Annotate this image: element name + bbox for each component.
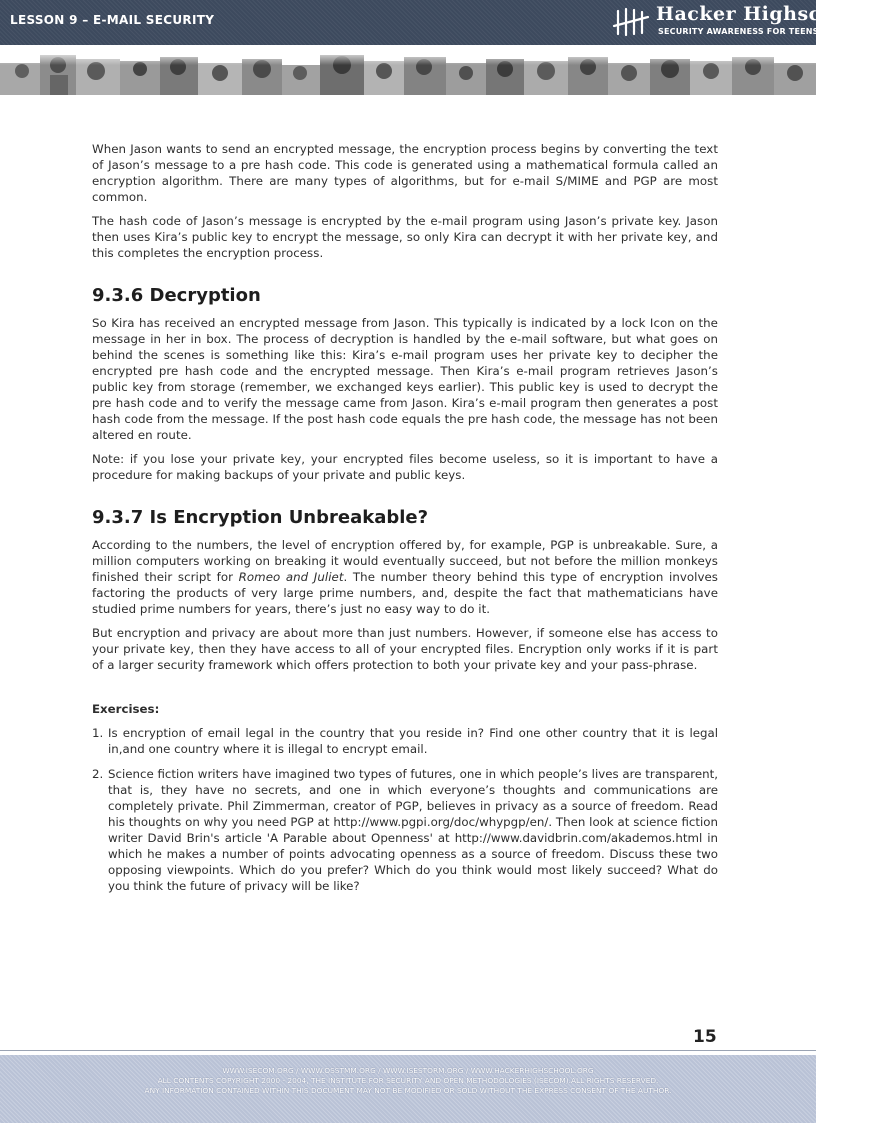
exercise-text: Science fiction writers have imagined two types of futures, one in which people’s lives are transparent, that is, they have no secrets, and one in which everyone’s thoughts and communications are completely private. Phil Zimmerman, creator of PGP, believes in privacy as a source of freedom. Read his thoughts on why you need PGP at http://www.pgpi.org/doc/whypgp/en/. Then look at science fiction writer David Brin's article 'A Parable about Openness' at http://www.davidbrin.com/akademos.html in which he makes a number of points advocating openness as a source of freedom. Discuss these two opposing viewpoints. Which do you prefer? Which do you think would most likely succeed? What do you think the future of privacy will be like? [108,767,718,893]
exercise-number: 2. [92,767,104,781]
play-title: Romeo and Juliet [238,570,344,584]
page-number: 15 [693,1027,717,1047]
section-heading-unbreakable: 9.3.7 Is Encryption Unbreakable? [92,507,429,528]
page-content [92,141,718,903]
brand-name: Hacker Highschool [656,3,869,25]
unbreakable-text-after: . The number theory behind this type of encryption involves factoring the products of very large prime numbers, and, despite the fact that mathematicians have studied prime numbers for years, there’s just no easy way to do it. [92,570,719,616]
footer-disclaimer-line: ANY INFORMATION CONTAINED WITHIN THIS DOCUMENT MAY NOT BE MODIFIED OR SOLD WITHOUT THE EXPRESS CONSENT OF THE AUTHOR. [144,1086,672,1095]
exercises-list [92,725,718,894]
exercise-text: Is encryption of email legal in the country that you reside in? Find one other country that it is legal in,and one country where it is illegal to encrypt email. [108,726,718,756]
hacker-highschool-logo [612,3,869,43]
lesson-title: LESSON 9 – E-MAIL SECURITY [10,13,215,27]
photo-collage-strip [0,49,816,95]
photo-collage-image [0,49,816,95]
page-footer [0,1055,816,1123]
unbreakable-paragraph-2: But encryption and privacy are about more than just numbers. However, if someone else has access to your private key, then they have access to all of your encrypted files. Encryption only works if it is part of a larger security framework which offers protection to both your private key and your pass-phrase. [92,626,718,672]
exercise-item [92,766,718,894]
logo-mark-icon [612,7,650,37]
intro-paragraph-2: The hash code of Jason’s message is encrypted by the e-mail program using Jason’s private key. Jason then uses Kira’s public key to encrypt the message, so only Kira can decrypt it with her private key, and this completes the encryption process. [92,214,718,260]
decryption-paragraph-2: Note: if you lose your private key, your encrypted files become useless, so it is important to have a procedure for making backups of your private and public keys. [92,452,718,482]
unbreakable-paragraph-1 [92,537,718,617]
footer-links-line: WWW.ISECOM.ORG / WWW.OSSTMM.ORG / WWW.ISESTORM.ORG / WWW.HACKERHIGHSCHOOL.ORG [222,1066,594,1075]
decryption-paragraph-1: So Kira has received an encrypted message from Jason. This typically is indicated by a lock Icon on the message in her in box. The process of decryption is handled by the e-mail software, but what goes on behind the scenes is something like this: Kira’s e-mail program uses her private key to decipher the encrypted pre hash code and the encrypted message. Then Kira’s e-mail program retrieves Jason’s public key from storage (remember, we exchanged keys earlier). This public key is used to decrypt the pre hash code and to verify the message came from Jason. Kira’s e-mail program then generates a post hash code from the message. If the post hash code equals the pre hash code, the message has not been altered en route. [92,316,718,442]
exercises-heading: Exercises: [92,702,160,716]
unbreakable-text-before: According to the numbers, the level of encryption offered by, for example, PGP is unbreakable. Sure, a million computers working on breaking it would eventually succeed, but not before the million monkeys finished their script for [92,538,718,584]
footer-copyright-line: ALL CONTENTS COPYRIGHT 2000 - 2004, THE INSTITUTE FOR SECURITY AND OPEN METHODOLOGIES (ISECOM).ALL RIGHTS RESERVED. [157,1076,659,1085]
exercise-item [92,725,718,757]
brand-tagline: SECURITY AWARENESS FOR TEENS [658,27,819,36]
section-heading-decryption: 9.3.6 Decryption [92,285,261,306]
footer-divider [0,1050,816,1051]
exercise-number: 1. [92,726,104,740]
intro-paragraph-1: When Jason wants to send an encrypted message, the encryption process begins by converting the text of Jason’s message to a pre hash code. This code is generated using a mathematical formula called an encryption algorithm. There are many types of algorithms, but for e-mail S/MIME and PGP are most common. [92,142,718,204]
page-header [0,0,869,45]
